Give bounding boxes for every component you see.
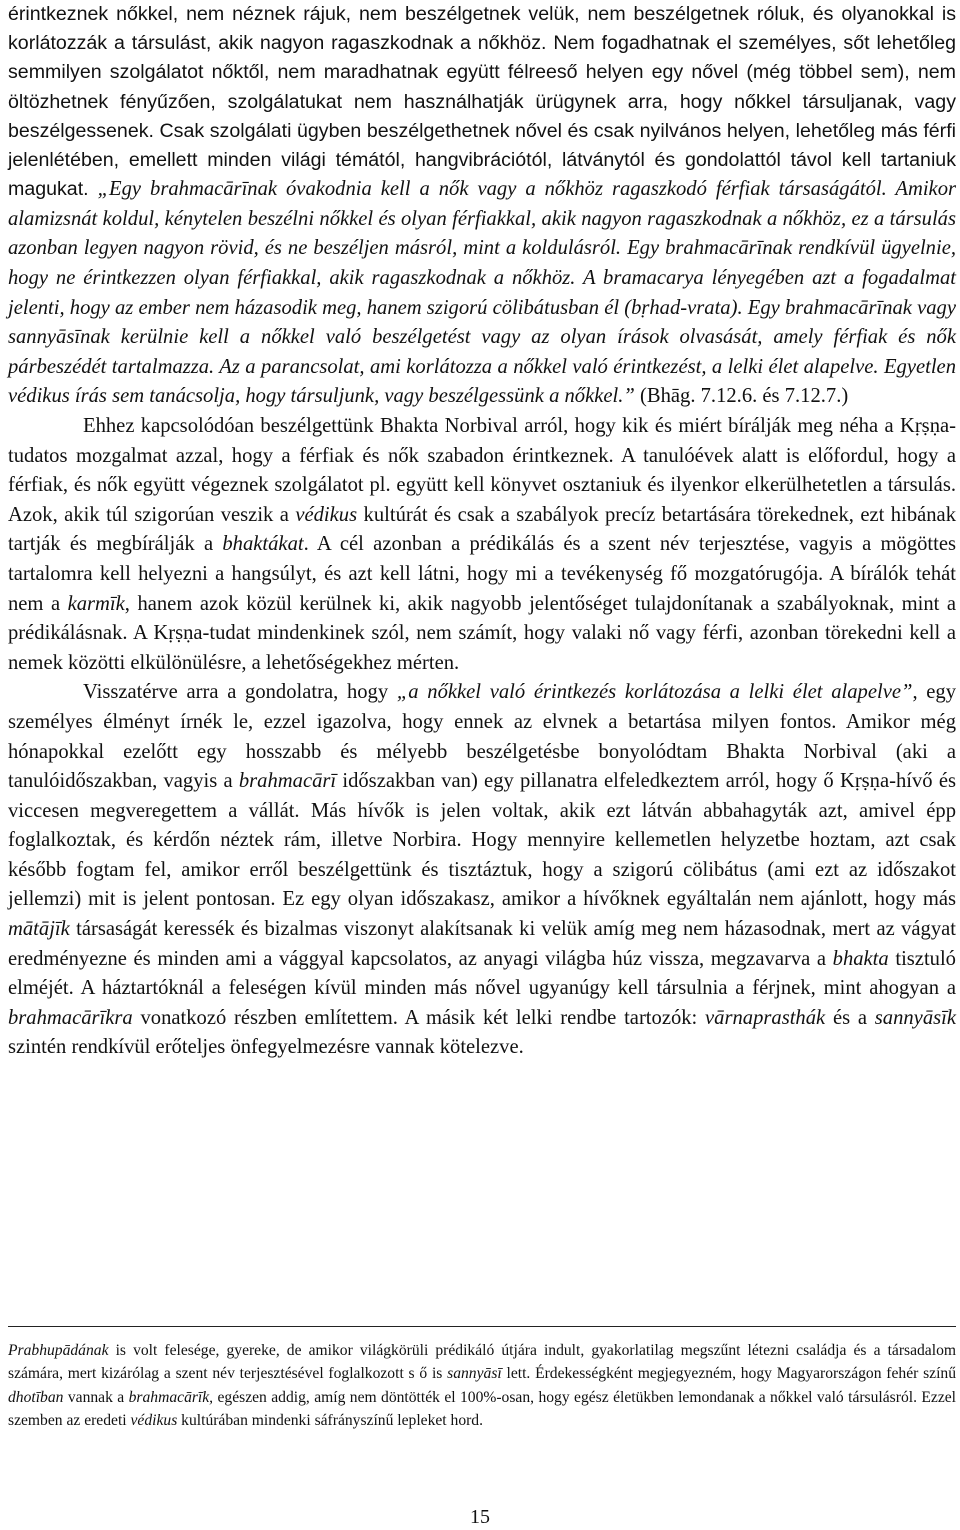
term-sannyasik: sannyāsīk	[874, 1006, 956, 1029]
paragraph-3-text-a: Visszatérve arra a gondolatra, hogy	[83, 681, 397, 704]
paragraph-1-text: érintkeznek nőkkel, nem néznek rájuk, nem beszélgetnek velük, nem beszélgetnek róluk, és olyanokkal is korlátozzák a társulást, akik nagyon ragaszkodnak a nőkhöz. Nem fogadhatnak el személyes, sőt lehetőleg semmilyen szolgálatot nőktől, nem maradhatnak együtt félreeső helyen egy nővel (még többel sem), nem öltözhetnek fényűzően, szolgálatukat nem használhatják ürügynek arra, hogy nőkkel társuljanak, vagy beszélgessenek.	[8, 3, 956, 142]
page-body	[8, 0, 956, 1063]
paragraph-2-text-c: . A cél azonban a prédikálás és a szent név terjesztése, vagyis a mögöttes tartalomra kell helyezni a hangsúlyt, és azt kell látni, hogy mi a tevékenység fő mozgatórugója. A bírálók tehát nem a	[8, 533, 957, 615]
footnote-text-e: kultúrában mindenki sáfrányszínű lepleket hord.	[177, 1412, 484, 1430]
footnote-divider	[8, 1326, 956, 1327]
paragraph-3-text-c: időszakban van) egy pillanatra elfeledkeztem arról, hogy ő Kṛṣṇa-hívő és viccesen megveregettem a vállát. Más hívők is jelen voltak, akik ezt látván abbahagyták azt, amivel épp foglalkoztak, és kérdőn néztek rám, illetve Norbira. Hogy mennyire kellemetlen helyzetbe hoztam, azt csak később fogtam fel, amikor erről beszélgettünk és tisztáztuk, hogy a szigorú cölibátus (ami ezt az időszakot jellemzi) mit is jelent pontosan. Ez egy olyan időszakasz, amikor a hívőknek egyáltalán nem ajánlott, hogy más	[8, 770, 956, 911]
paragraph-3	[8, 678, 956, 1063]
paragraph-3-text-g: és a	[825, 1006, 875, 1029]
footnote	[8, 1339, 956, 1433]
footnote-text-a: is volt felesége, gyereke, de amikor világkörüli prédikáló útjára indult, gyakorlatilag megszűnt létezni családja és a társadalom számára, mert kizárólag a szent név terjesztésével foglalkozott s ő is	[8, 1342, 956, 1383]
term-bhaktakat: bhaktákat	[222, 533, 304, 556]
term-karmik: karmīk	[67, 592, 125, 615]
principle-quote: „a nőkkel való érintkezés korlátozása a lelki élet alapelve”	[396, 681, 913, 704]
footnote-term-dhotiban: dhotīban	[8, 1388, 64, 1406]
footnote-text-d: egészen addig, amíg nem döntötték el 100%-osan, hogy egész életükben lemondanak a nőkkel való társulásról. Ezzel szemben az eredeti	[8, 1388, 956, 1430]
paragraph-3-text-f: vonatkozó részben említettem. A másik két lelki rendbe tartozók:	[132, 1006, 706, 1029]
paragraph-2	[8, 412, 956, 678]
term-brahmacarikra: brahmacārīkra	[8, 1006, 133, 1029]
footnote-term-vedikus: védikus	[130, 1412, 178, 1430]
paragraph-2-text-b: kultúrát és csak a szabályok precíz betartására törekednek, ezt hibának tartják és megbírálják a	[8, 503, 956, 556]
paragraph-3-text-d: társaságát keressék és bizalmas viszonyt alakítsanak ki velük amíg meg nem házasodnak, mert az vágyat eredményezne és minden ami a vággyal kapcsolatos, az anyagi világba húz vissza, megzavarva a	[8, 918, 956, 970]
footnote-term-brahmacarik: brahmacārīk,	[128, 1388, 214, 1406]
term-brahmacari: brahmacārī	[238, 770, 337, 793]
paragraph-3-text-h: szintén rendkívül erőteljes önfegyelmezésre vannak kötelezve.	[8, 1036, 524, 1059]
term-mataji: mātājīk	[8, 918, 70, 941]
page-number: 15	[470, 1506, 490, 1528]
paragraph-2-text-d: , hanem azok közül kerülnek ki, akik nagyobb jelentőséget tulajdonítanak a szabályoknak, mint a prédikálásnak. A Kṛṣṇa-tudat mindenkinek szól, nem számít, hogy valaki nő vagy férfi, azonban törekedni kell a nemek közötti elkülönülésre, a lehetőségekhez mérten.	[8, 592, 956, 674]
footnote-term-sannyasi: sannyāsī	[447, 1365, 502, 1383]
paragraph-1	[8, 0, 956, 412]
bhagavatam-reference: (Bhāg. 7.12.6. és 7.12.7.)	[634, 385, 849, 408]
term-varnaprasthak: vārnaprasthák	[705, 1006, 826, 1029]
paragraph-1-text-cont: Csak szolgálati ügyben beszélgethetnek nővel és csak nyilvános helyen, lehetőleg más férfi jelenlétében, emellett minden világi témától, hangvibrációtól, látványtól és gondolattól távol kell tartaniuk magukat.	[8, 119, 956, 201]
paragraph-3-text-e: tisztuló elméjét. A háztartóknál a feleségen kívül minden más nővel ugyanúgy kell társulnia a férjnek, mint ahogyan a	[8, 947, 956, 1000]
term-bhakta: bhakta	[832, 947, 889, 970]
footnote-text-b: lett. Érdekességként megjegyezném, hogy Magyarországon fehér színű	[501, 1365, 956, 1383]
paragraph-3-text-b: , egy személyes élményt írnék le, ezzel igazolva, hogy ennek az elvnek a betartása milyen fontos. Amikor még hónapokkal ezelőtt egy hosszabb és mélyebb beszélgetésbe bonyolódtam Bhakta Norbival (aki a tanulóidőszakban, vagyis a	[8, 681, 957, 793]
term-vedikus: védikus	[295, 503, 358, 526]
footnote-term-prabhupada: Prabhupādának	[8, 1342, 109, 1359]
bhagavatam-quote: „Egy brahmacārīnak óvakodnia kell a nők vagy a nőkhöz ragaszkodó férfiak társaságától. Amikor alamizsnát koldul, kénytelen beszélni nőkkel és olyan férfiakkal, akik nagyon ragaszkodnak a nőkhöz, ez a társulás azonban legyen nagyon rövid, és ne beszéljen másról, mint a koldulásról. Egy brahmacārīnak rendkívül ügyelnie, hogy ne érintkezzen olyan férfiakkal, akik ragaszkodnak a nőkhöz. A bramacarya lényegében azt a fogadalmat jelenti, hogy az ember nem házasodik meg, hanem szigorú cölibátusban él (bṛhad-vrata). Egy brahmacārīnak vagy sannyāsīnak kerülnie kell a nőkkel való beszélgetést vagy az olyan írások olvasását, amely férfiak és nők párbeszédét tartalmazza. Az a parancsolat, ami korlátozza a nőkkel való érintkezést, a lelki élet alapelve. Egyetlen védikus írás sem tanácsolja, hogy társuljunk, vagy beszélgessünk a nőkkel.”	[8, 178, 956, 408]
paragraph-2-text-a: Ehhez kapcsolódóan beszélgettünk Bhakta Norbival arról, hogy kik és miért bírálják meg néha a Kṛṣṇa-tudatos mozgalmat azzal, hogy a férfiak és nők szabadon érintkeznek. A tanulóévek alatt is előfordul, hogy a férfiak, és nők együtt végeznek szolgálatot pl. együtt kell könyvet osztaniuk és ilyenkor elkerülhetetlen a társulás. Azok, akik túl szigorúan veszik a	[8, 414, 956, 526]
footnote-text-c: vannak a	[63, 1388, 129, 1406]
